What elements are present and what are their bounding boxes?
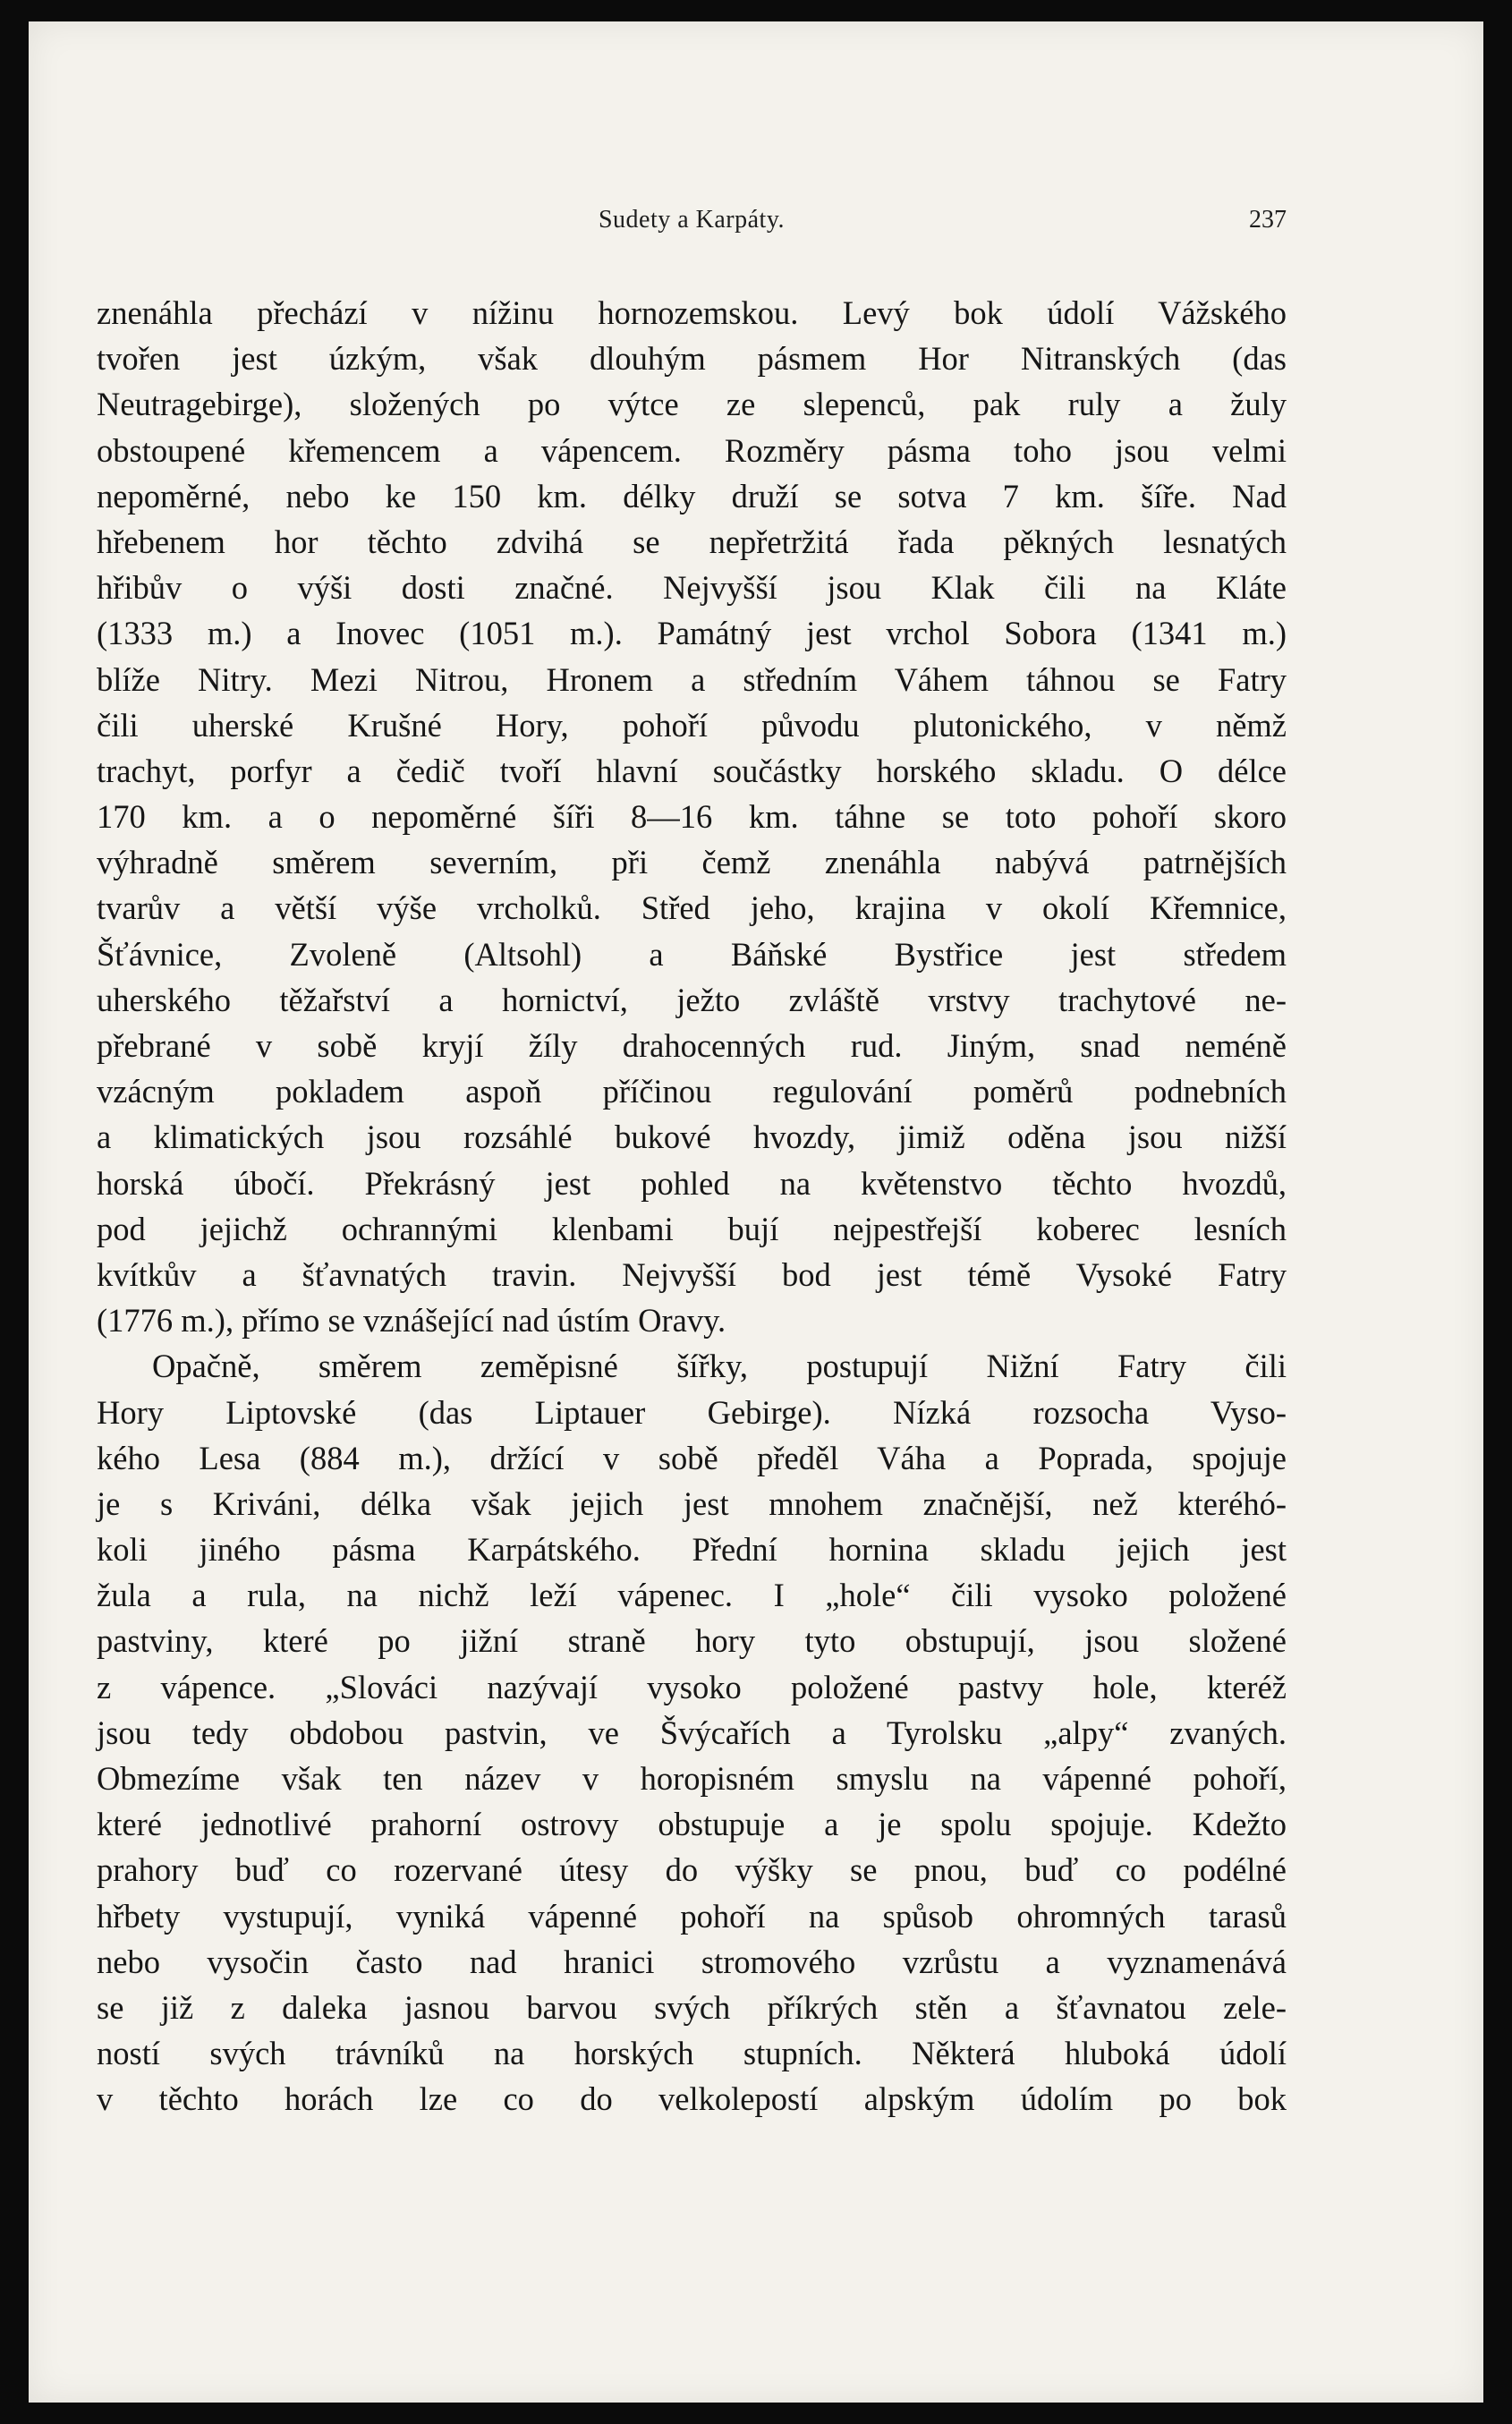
text-line: uherského těžařství a hornictví, ježto zvláště vrstvy trachytové ne- — [97, 981, 1287, 1018]
text-line: Hory Liptovské (das Liptauer Gebirge). Nízká rozsocha Vyso- — [97, 1393, 1287, 1431]
text-line: (1333 m.) a Inovec (1051 m.). Památný jest vrchol Sobora (1341 m.) — [97, 615, 1287, 652]
text-line: nepoměrné, nebo ke 150 km. délky druží se sotva 7 km. šíře. Nad — [97, 477, 1287, 515]
text-line: horská úbočí. Překrásný jest pohled na květenstvo těchto hvozdů, — [97, 1164, 1287, 1202]
text-line: pod jejichž ochrannými klenbami bují nejpestřejší koberec lesních — [97, 1210, 1287, 1247]
text-line: je s Kriváni, délka však jejich jest mnohem značnější, než kteréhó- — [97, 1484, 1287, 1522]
text-line: žula a rula, na nichž leží vápenec. I „hole“ čili vysoko položené — [97, 1577, 1287, 1614]
text-line: kého Lesa (884 m.), držící v sobě předěl Váha a Poprada, spojuje — [97, 1439, 1287, 1476]
text-line: ností svých trávníků na horských stupních. Některá hluboká údolí — [97, 2035, 1287, 2072]
text-line: hřbety vystupují, vyniká vápenné pohoří na spůsob ohromných tarasů — [97, 1897, 1287, 1935]
text-line: Šťávnice, Zvoleně (Altsohl) a Báňské Bystřice jest středem — [97, 935, 1287, 973]
text-line: Obmezíme však ten název v horopisném smyslu na vápenné pohoří, — [97, 1760, 1287, 1797]
running-title: Sudety a Karpáty. — [598, 206, 786, 234]
text-line: které jednotlivé prahorní ostrovy obstupuje a je spolu spojuje. Kdežto — [97, 1806, 1287, 1843]
text-line: hřibův o výši dosti značné. Nejvyšší jsou Klak čili na Kláte — [97, 569, 1287, 607]
text-line: kvítkův a šťavnatých travin. Nejvyšší bod jest témě Vysoké Fatry — [97, 1255, 1287, 1293]
text-line: 170 km. a o nepoměrné šíři 8—16 km. táhne se toto pohoří skoro — [97, 798, 1287, 836]
text-line: (1776 m.), přímo se vznášející nad ústím Oravy. — [97, 1302, 726, 1340]
book-page — [29, 21, 1483, 2403]
text-line: hřebenem hor těchto zdvihá se nepřetržitá řada pěkných lesnatých — [97, 523, 1287, 560]
text-line: z vápence. „Slováci nazývají vysoko položené pastvy hole, kteréž — [97, 1668, 1287, 1705]
text-line: obstoupené křemencem a vápencem. Rozměry pásma toho jsou velmi — [97, 431, 1287, 469]
page-number: 237 — [1249, 206, 1287, 234]
text-line: blíže Nitry. Mezi Nitrou, Hronem a středním Váhem táhnou se Fatry — [97, 660, 1287, 698]
text-line: koli jiného pásma Karpátského. Přední hornina skladu jejich jest — [97, 1531, 1287, 1569]
text-line: jsou tedy obdobou pastvin, ve Švýcařích a Tyrolsku „alpy“ zvaných. — [97, 1714, 1287, 1751]
text-line: Opačně, směrem zeměpisné šířky, postupují Nižní Fatry čili — [152, 1348, 1287, 1385]
text-line: Neutragebirge), složených po výtce ze slepenců, pak ruly a žuly — [97, 386, 1287, 423]
text-line: v těchto horách lze co do velkolepostí alpským údolím po bok — [97, 2080, 1287, 2118]
text-line: výhradně směrem severním, při čemž znenáhla nabývá patrnějších — [97, 844, 1287, 881]
text-line: se již z daleka jasnou barvou svých příkrých stěn a šťavnatou zele- — [97, 1988, 1287, 2026]
text-line: a klimatických jsou rozsáhlé bukové hvozdy, jimiž oděna jsou nižší — [97, 1118, 1287, 1156]
text-line: tvarův a větší výše vrcholků. Střed jeho, krajina v okolí Křemnice, — [97, 889, 1287, 927]
text-line: znenáhla přechází v nížinu hornozemskou. Levý bok údolí Vážského — [97, 294, 1287, 331]
text-line: prahory buď co rozervané útesy do výšky se pnou, buď co podélné — [97, 1851, 1287, 1889]
body-text — [97, 290, 1287, 2122]
text-line: přebrané v sobě kryjí žíly drahocenných rud. Jiným, snad neméně — [97, 1027, 1287, 1064]
text-line: tvořen jest úzkým, však dlouhým pásmem Hor Nitranských (das — [97, 340, 1287, 378]
text-line: čili uherské Krušné Hory, pohoří původu plutonického, v němž — [97, 706, 1287, 744]
text-line: pastviny, které po jižní straně hory tyto obstupují, jsou složené — [97, 1622, 1287, 1660]
text-line: nebo vysočin často nad hranici stromového vzrůstu a vyznamenává — [97, 1943, 1287, 1980]
text-line: vzácným pokladem aspoň příčinou regulování poměrů podnebních — [97, 1073, 1287, 1110]
text-line: trachyt, porfyr a čedič tvoří hlavní součástky horského skladu. O délce — [97, 752, 1287, 789]
page-header — [97, 206, 1287, 242]
